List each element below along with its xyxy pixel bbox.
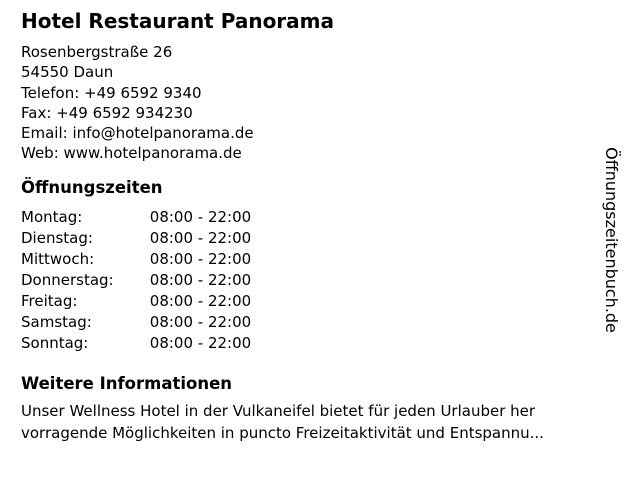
hours-row-friday — [21, 291, 590, 312]
email-line: Email: info@hotelpanorama.de — [21, 124, 254, 143]
hours-row-monday — [21, 207, 590, 228]
fax-line: Fax: +49 6592 934230 — [21, 103, 193, 122]
website-line: Web: www.hotelpanorama.de — [21, 144, 242, 163]
hours-day-label: Freitag: — [21, 291, 78, 310]
more-info-text — [21, 400, 590, 445]
hours-row-wednesday — [21, 249, 590, 270]
hours-time-value: 08:00 - 22:00 — [149, 207, 252, 226]
business-title: Hotel Restaurant Panorama — [21, 9, 334, 33]
hours-day-label: Dienstag: — [21, 228, 93, 247]
hours-time-value: 08:00 - 22:00 — [149, 312, 252, 331]
hours-time-value: 08:00 - 22:00 — [149, 270, 252, 289]
contact-block — [21, 42, 590, 164]
phone-line: Telefon: +49 6592 9340 — [21, 83, 202, 102]
address-city-line: 54550 Daun — [21, 63, 114, 82]
more-info-text-line: Unser Wellness Hotel in der Vulkaneifel bietet für jeden Urlauber her — [21, 401, 536, 420]
hours-time-value: 08:00 - 22:00 — [149, 228, 252, 247]
hours-time-value: 08:00 - 22:00 — [149, 333, 252, 352]
more-info-heading: Weitere Informationen — [21, 373, 233, 393]
hours-day-label: Sonntag: — [21, 333, 89, 352]
hours-day-label: Montag: — [21, 207, 83, 226]
address-street-line: Rosenbergstraße 26 — [21, 43, 173, 61]
hours-day-label: Donnerstag: — [21, 270, 114, 289]
site-watermark: Öffnungszeitenbuch.de — [602, 147, 621, 333]
opening-hours-heading: Öffnungszeiten — [21, 177, 163, 197]
hours-time-value: 08:00 - 22:00 — [149, 291, 252, 310]
more-info-text-line: vorragende Möglichkeiten in puncto Freizeitaktivität und Entspannu... — [21, 424, 544, 443]
hours-row-sunday — [21, 333, 590, 354]
hours-day-label: Samstag: — [21, 312, 92, 331]
hours-row-tuesday — [21, 228, 590, 249]
hours-row-saturday — [21, 312, 590, 333]
hours-row-thursday — [21, 270, 590, 291]
opening-hours-table — [21, 207, 590, 354]
hours-time-value: 08:00 - 22:00 — [149, 249, 252, 268]
hours-day-label: Mittwoch: — [21, 249, 95, 268]
